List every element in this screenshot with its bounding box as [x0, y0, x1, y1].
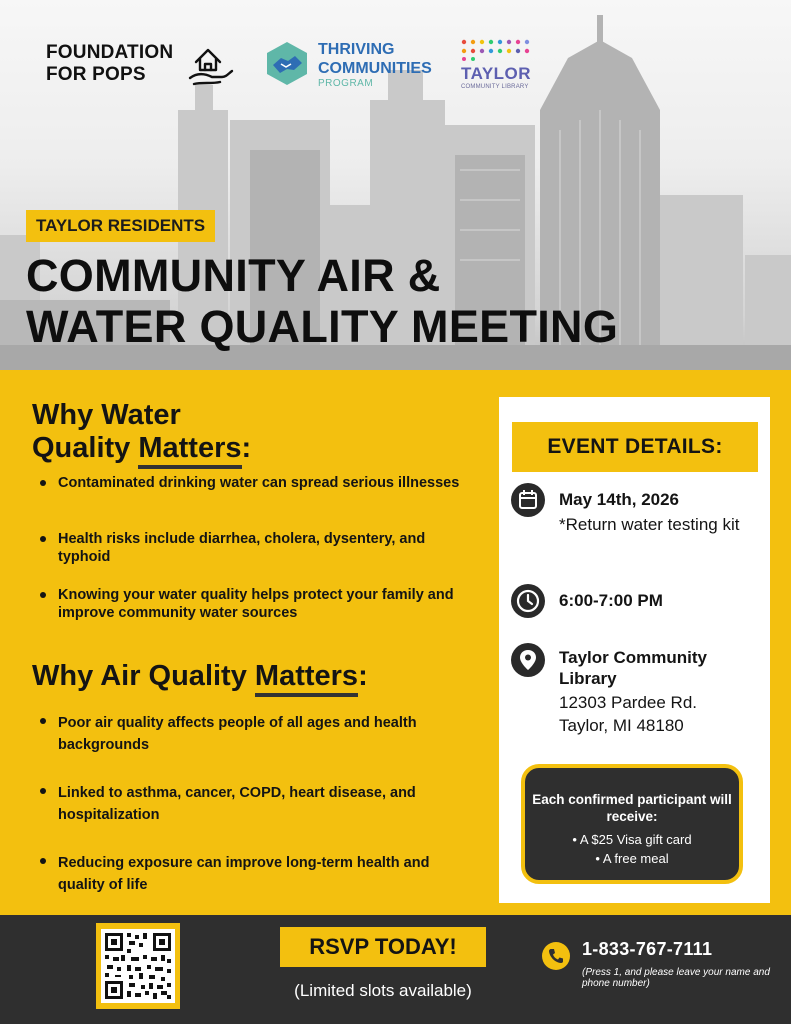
event-time: 6:00-7:00 PM	[559, 591, 663, 610]
air-section-title	[32, 660, 368, 693]
location-pin-icon	[510, 642, 546, 678]
clock-icon	[510, 583, 546, 619]
colored-dots-icon	[460, 38, 536, 62]
title-line-2: WATER QUALITY MEETING	[26, 301, 619, 352]
participant-reward-box	[521, 764, 743, 884]
air-bullet: Linked to asthma, cancer, COPD, heart disease, and hospitalization	[36, 782, 468, 826]
qr-code-frame[interactable]	[96, 923, 180, 1009]
water-title-part: Why Water	[32, 399, 181, 431]
thriving-line-1: THRIVING	[318, 41, 395, 58]
library-name: TAYLOR	[461, 64, 532, 83]
audience-badge: TAYLOR RESIDENTS	[26, 210, 215, 242]
air-bullet: Reducing exposure can improve long-term health and quality of life	[36, 852, 468, 896]
air-title-underlined: Matters	[255, 660, 358, 697]
water-bullet: Contaminated drinking water can spread serious illnesses	[36, 474, 468, 492]
reward-item: • A $25 Visa gift card	[572, 832, 692, 847]
taylor-library-logo	[460, 38, 540, 90]
water-bullet: Knowing your water quality helps protect your family and improve community water sources	[36, 586, 468, 622]
event-address-line-1: 12303 Pardee Rd.	[559, 693, 697, 712]
qr-code-icon[interactable]	[101, 929, 175, 1003]
thriving-line-3: PROGRAM	[318, 78, 374, 89]
event-details-title: EVENT DETAILS:	[512, 422, 758, 472]
water-title-part: Quality	[32, 432, 139, 464]
reward-heading: Each confirmed participant will receive:	[532, 792, 732, 824]
water-title-colon: :	[241, 432, 252, 464]
reward-item: • A free meal	[595, 851, 669, 866]
water-title-underlined: Matters	[138, 432, 241, 469]
event-venue: Taylor Community Library	[559, 648, 707, 688]
handshake-hexagon-icon	[264, 40, 310, 86]
phone-icon	[541, 941, 571, 971]
air-title-colon: :	[358, 660, 368, 692]
event-details-panel	[499, 397, 770, 903]
house-in-hand-icon	[188, 44, 234, 88]
foundation-for-pops-logo	[46, 42, 173, 86]
phone-instructions: (Press 1, and please leave your name and phone number)	[582, 967, 770, 989]
water-section-title	[32, 399, 251, 465]
limited-slots-note: (Limited slots available)	[294, 981, 472, 1000]
library-subtitle: COMMUNITY LIBRARY	[461, 84, 529, 90]
thriving-line-2: COMMUNITIES	[318, 60, 432, 77]
event-address-line-2: Taylor, MI 48180	[559, 716, 684, 735]
calendar-icon	[510, 482, 546, 518]
page-title	[26, 250, 618, 352]
rsvp-button[interactable]: RSVP TODAY!	[280, 927, 486, 967]
water-bullet: Health risks include diarrhea, cholera, dysentery, and typhoid	[36, 530, 468, 566]
footer-bar	[0, 915, 791, 1024]
logo-line-2: FOR POPS	[46, 64, 146, 85]
hero-banner	[0, 0, 791, 370]
event-date-note: *Return water testing kit	[559, 515, 740, 534]
air-bullet: Poor air quality affects people of all ages and health backgrounds	[36, 712, 468, 756]
phone-number[interactable]: 1-833-767-7111	[582, 939, 713, 959]
logo-line-1: FOUNDATION	[46, 42, 174, 63]
thriving-communities-logo	[264, 40, 432, 91]
air-title-part: Why Air Quality	[32, 660, 255, 692]
event-date: May 14th, 2026	[559, 490, 680, 509]
title-line-1: COMMUNITY AIR &	[26, 250, 441, 301]
